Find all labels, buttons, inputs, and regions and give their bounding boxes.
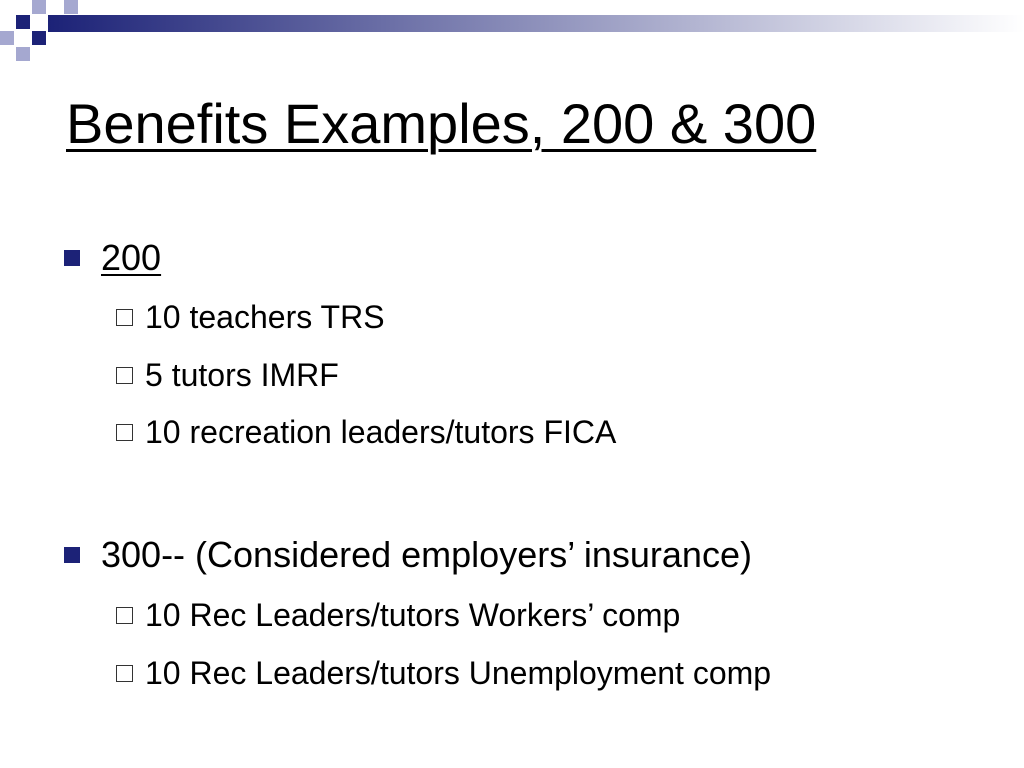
deco-square-icon [0,31,14,45]
deco-square-icon [32,0,46,14]
sub-bullet-teachers-trs [116,298,385,336]
deco-square-icon [16,15,30,29]
sub-bullet-tutors-imrf [116,356,339,394]
sub-bullet-label: 10 Rec Leaders/tutors Workers’ comp [145,597,681,633]
hollow-square-icon [116,309,133,326]
hollow-square-icon [116,607,133,624]
sub-bullet-unemployment-comp [116,654,771,692]
bullet-300-label: 300-- (Considered employers’ insurance) [101,534,752,575]
header-decoration [0,0,1024,64]
filled-square-icon [64,547,80,563]
hollow-square-icon [116,665,133,682]
bullet-300 [64,533,752,576]
bullet-200-label: 200 [101,237,162,278]
header-gradient-bar [48,15,1024,32]
sub-bullet-label: 10 teachers TRS [145,299,385,335]
deco-square-icon [64,0,78,14]
slide-title: Benefits Examples, 200 & 300 [66,92,817,155]
sub-bullet-workers-comp [116,596,680,634]
sub-bullet-label: 10 recreation leaders/tutors FICA [145,414,617,450]
sub-bullet-recreation-fica [116,413,616,451]
deco-square-icon [16,47,30,61]
hollow-square-icon [116,424,133,441]
deco-square-icon [32,31,46,45]
sub-bullet-label: 10 Rec Leaders/tutors Unemployment comp [145,655,772,691]
hollow-square-icon [116,367,133,384]
sub-bullet-label: 5 tutors IMRF [145,357,339,393]
bullet-200 [64,236,161,279]
filled-square-icon [64,250,80,266]
